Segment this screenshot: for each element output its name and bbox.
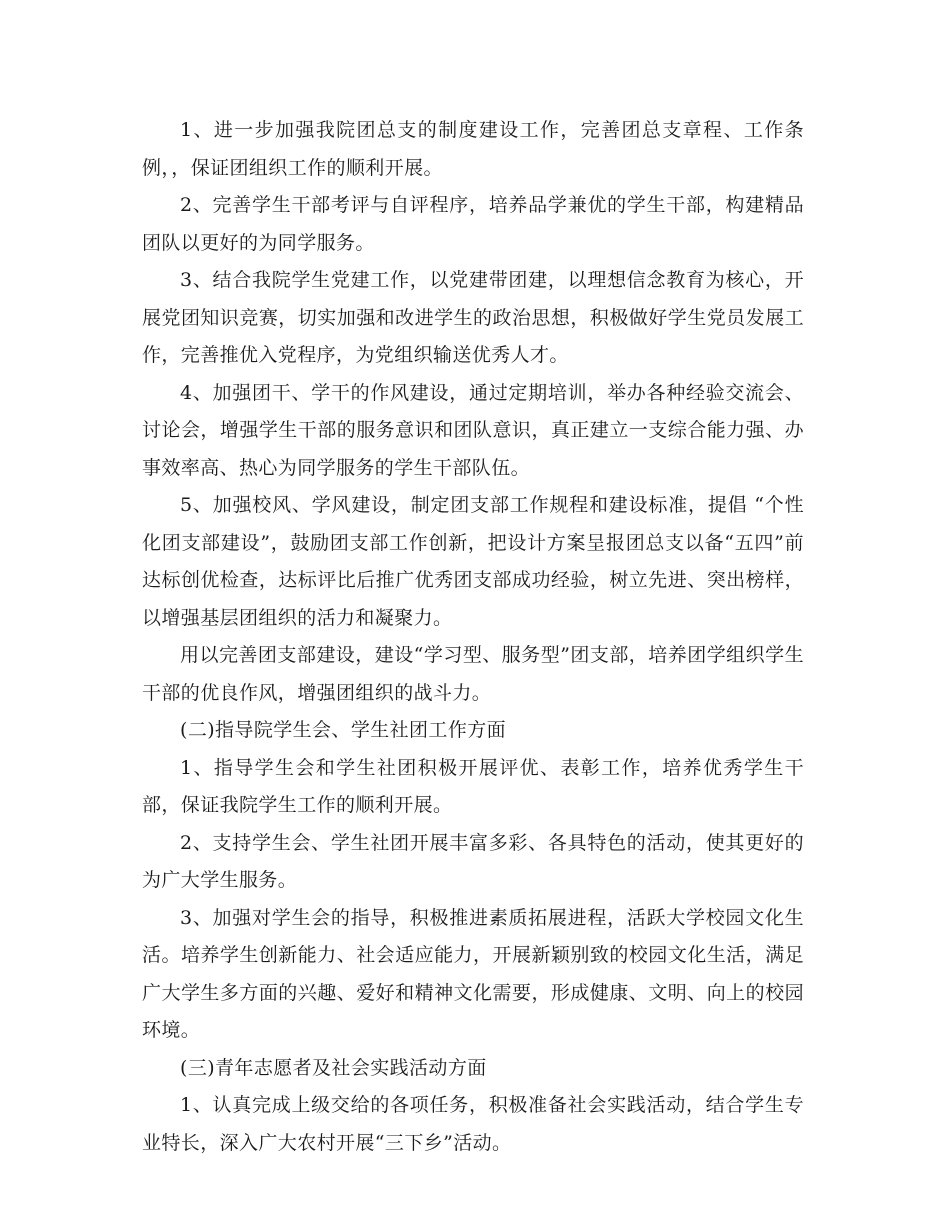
paragraph-3: 3、结合我院学生党建工作，以党建带团建，以理想信念教育为核心，开展党团知识竞赛，切实加强和改进学生的政治思想，积极做好学生党员发展工作，完善推优入党程序，为党组织输送优秀人才。 — [142, 269, 804, 366]
paragraph-4: 4、加强团干、学干的作风建设，通过定期培训，举办各种经验交流会、讨论会，增强学生干部的服务意识和团队意识，真正建立一支综合能力强、办事效率高、热心为同学服务的学生干部队伍。 — [142, 381, 804, 479]
paragraph-2: 2、完善学生干部考评与自评程序，培养品学兼优的学生干部，构建精品团队以更好的为同学服务。 — [142, 194, 804, 254]
paragraph-9: 3、加强对学生会的指导，积极推进素质拓展进程，活跃大学校园文化生活。培养学生创新能力、社会适应能力，开展新颖别致的校园文化生活，满足广大学生多方面的兴趣、爱好和精神文化需要，形成健康、文明、向上的校园环境。 — [142, 906, 804, 1041]
section-heading-3: (三)青年志愿者及社会实践活动方面 — [180, 1056, 487, 1079]
section-heading-2: (二)指导院学生会、学生社团工作方面 — [180, 719, 507, 741]
paragraph-10: 1、认真完成上级交给的各项任务，积极准备社会实践活动，结合学生专业特长，深入广大农村开展“三下乡”活动。 — [142, 1094, 804, 1154]
document-page — [142, 112, 804, 1162]
paragraph-6: 用以完善团支部建设，建设“学习型、服务型”团支部，培养团学组织学生干部的优良作风，增强团组织的战斗力。 — [142, 644, 804, 704]
paragraph-8: 2、支持学生会、学生社团开展丰富多彩、各具特色的活动，使其更好的为广大学生服务。 — [142, 831, 804, 891]
paragraph-7: 1、指导学生会和学生社团积极开展评优、表彰工作，培养优秀学生干部，保证我院学生工作的顺利开展。 — [142, 756, 804, 816]
paragraph-1: 1、进一步加强我院团总支的制度建设工作，完善团总支章程、工作条例，，保证团组织工作的顺利开展。 — [142, 119, 804, 179]
paragraph-5: 5、加强校风、学风建设，制定团支部工作规程和建设标准，提倡 “个性化团支部建设”，鼓励团支部工作创新，把设计方案呈报团总支以备“五四”前达标创优检查，达标评比后推广优秀团支部成功经验，树立先进、突出榜样，以增强基层团组织的活力和凝聚力。 — [142, 494, 804, 629]
